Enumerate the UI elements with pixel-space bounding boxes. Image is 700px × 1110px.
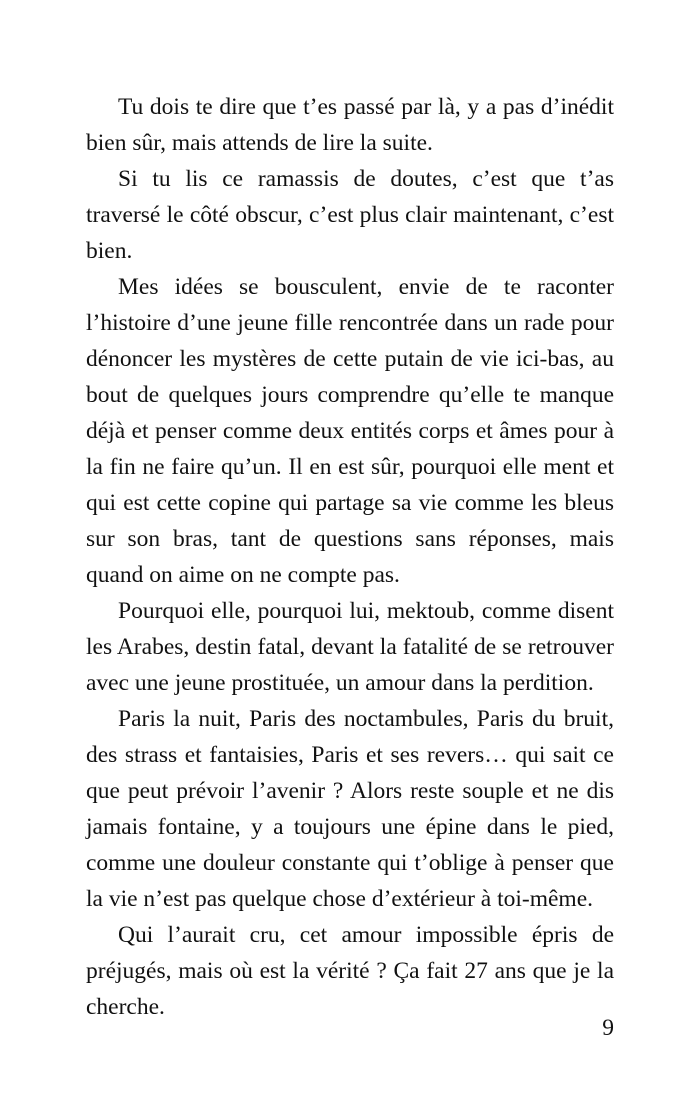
paragraph-5: Paris la nuit, Paris des noctambules, Paris du bruit, des strass et fantaisies, Paris et ses revers… qui sait ce que peut prévoir l’avenir ? Alors reste souple et ne dis jamais fontaine, y a toujours une épine dans le pied, comme une douleur constante qui t’oblige à penser que la vie n’est pas quelque chose d’extérieur à toi-même.	[86, 706, 614, 912]
paragraph-6: Qui l’aurait cru, cet amour impossible épris de préjugés, mais où est la vérité ? Ça fait 27 ans que je la cherche.	[86, 922, 614, 1020]
paragraph-1: Tu dois te dire que t’es passé par là, y a pas d’inédit bien sûr, mais attends de lire la suite.	[86, 94, 614, 156]
paragraph-4: Pourquoi elle, pourquoi lui, mektoub, comme disent les Arabes, destin fatal, devant la fatalité de se retrouver avec une jeune prostituée, un amour dans la perdition.	[86, 598, 614, 696]
page-number: 9	[602, 1015, 614, 1041]
body-text	[86, 89, 614, 1025]
paragraph-3: Mes idées se bousculent, envie de te raconter l’histoire d’une jeune fille rencontrée dans un rade pour dénoncer les mystères de cette putain de vie ici-bas, au bout de quelques jours comprendre qu’elle te manque déjà et penser comme deux entités corps et âmes pour à la fin ne faire qu’un. Il en est sûr, pourquoi elle ment et qui est cette copine qui partage sa vie comme les bleus sur son bras, tant de questions sans réponses, mais quand on aime on ne compte pas.	[86, 274, 614, 588]
paragraph-2: Si tu lis ce ramassis de doutes, c’est que t’as traversé le côté obscur, c’est plus clair maintenant, c’est bien.	[86, 166, 614, 264]
